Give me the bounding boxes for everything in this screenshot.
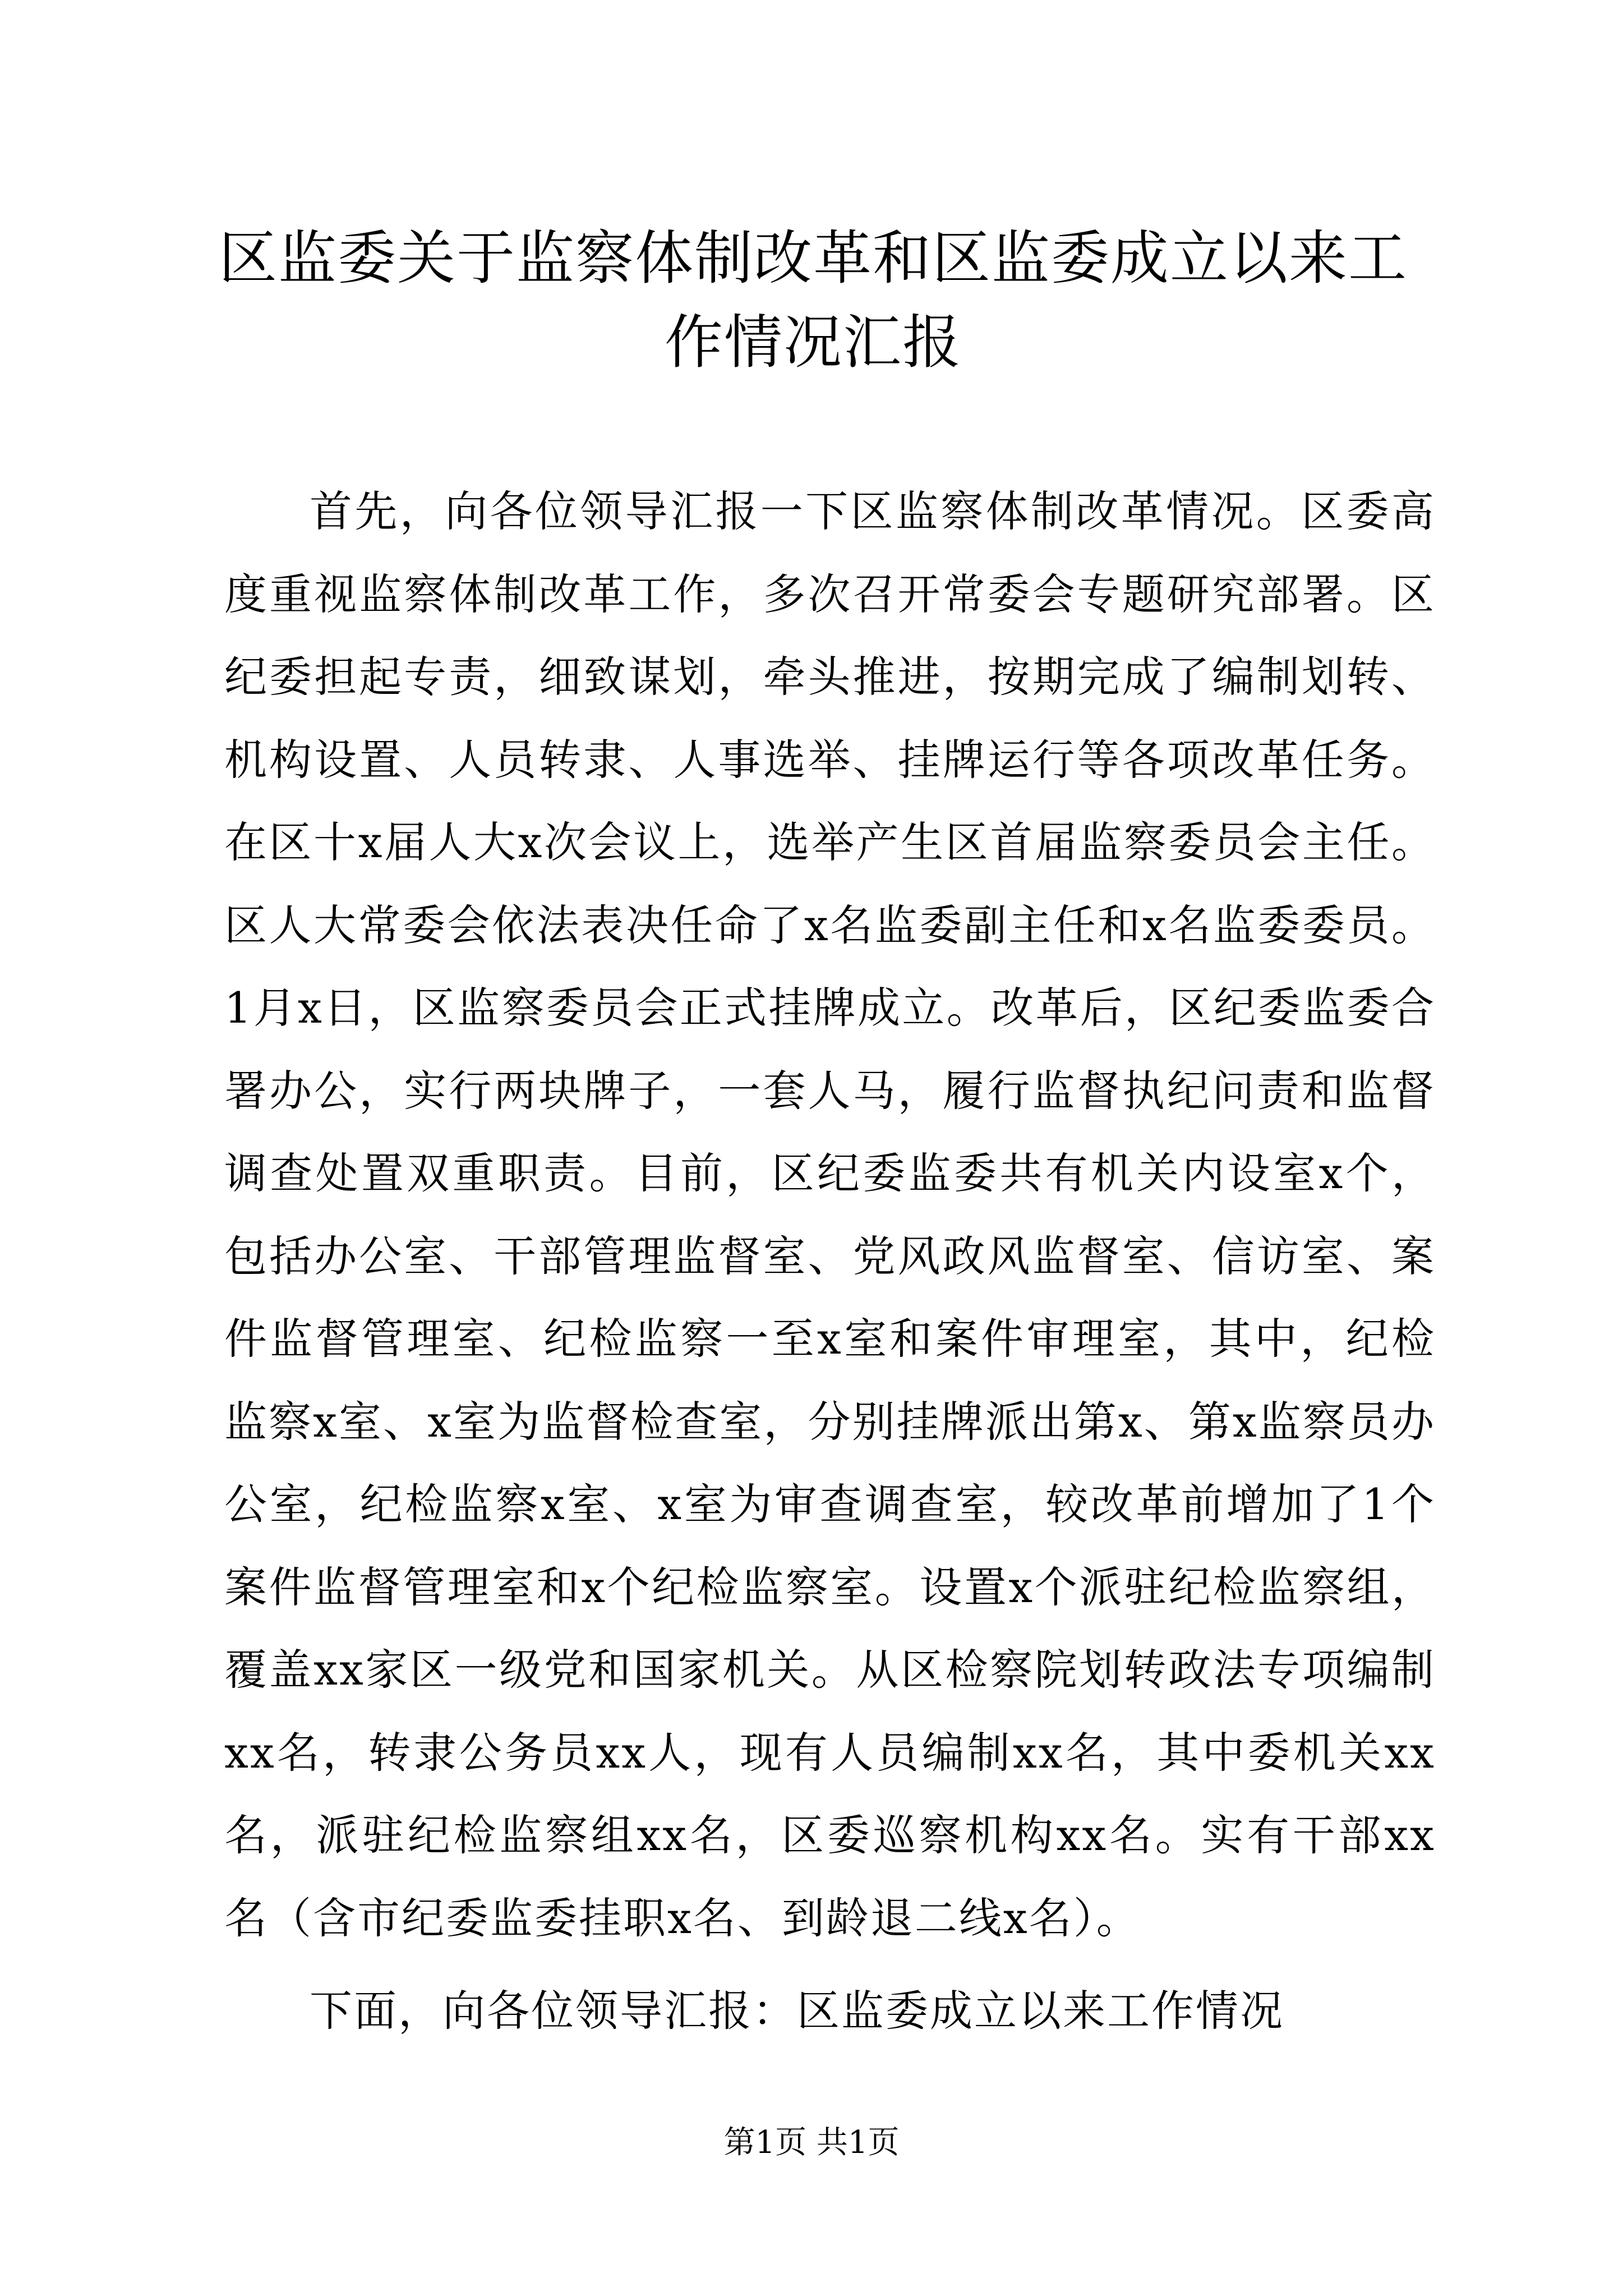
body-paragraph-2: 下面，向各位领导汇报：区监委成立以来工作情况 <box>310 1986 1284 2036</box>
page-number-footer: 第1页 共1页 <box>723 2124 900 2161</box>
document-body <box>224 470 1436 2053</box>
document-title: 区监委关于监察体制改革和区监委成立以来工作情况汇报 <box>218 224 1408 376</box>
body-paragraph-1: 首先，向各位领导汇报一下区监察体制改革情况。区委高度重视监察体制改革工作，多次召开常委会专题研究部署。区纪委担起专责，细致谋划，牵头推进，按期完成了编制划转、机构设置、人员转隶、人事选举、挂牌运行等各项改革任务。在区十x届人大x次会议上，选举产生区首届监察委员会主任。区人大常委会依法表决任命了x名监委副主任和x名监委委员。1月x日，区监察委员会正式挂牌成立。改革后，区纪委监委合署办公，实行两块牌子，一套人马，履行监督执纪问责和监督调查处置双重职责。目前，区纪委监委共有机关内设室x个，包括办公室、干部管理监督室、党风政风监督室、信访室、案件监督管理室、纪检监察一至x室和案件审理室，其中，纪检监察x室、x室为监督检查室，分别挂牌派出第x、第x监察员办公室，纪检监察x室、x室为审查调查室，较改革前增加了1个案件监督管理室和x个纪检监察室。设置x个派驻纪检监察组，覆盖xx家区一级党和国家机关。从区检察院划转政法专项编制xx名，转隶公务员xx人，现有人员编制xx名，其中委机关xx名，派驻纪检监察组xx名，区委巡察机构xx名。实有干部xx名（含市纪委监委挂职x名、到龄退二线x名）。 <box>224 486 1436 1943</box>
